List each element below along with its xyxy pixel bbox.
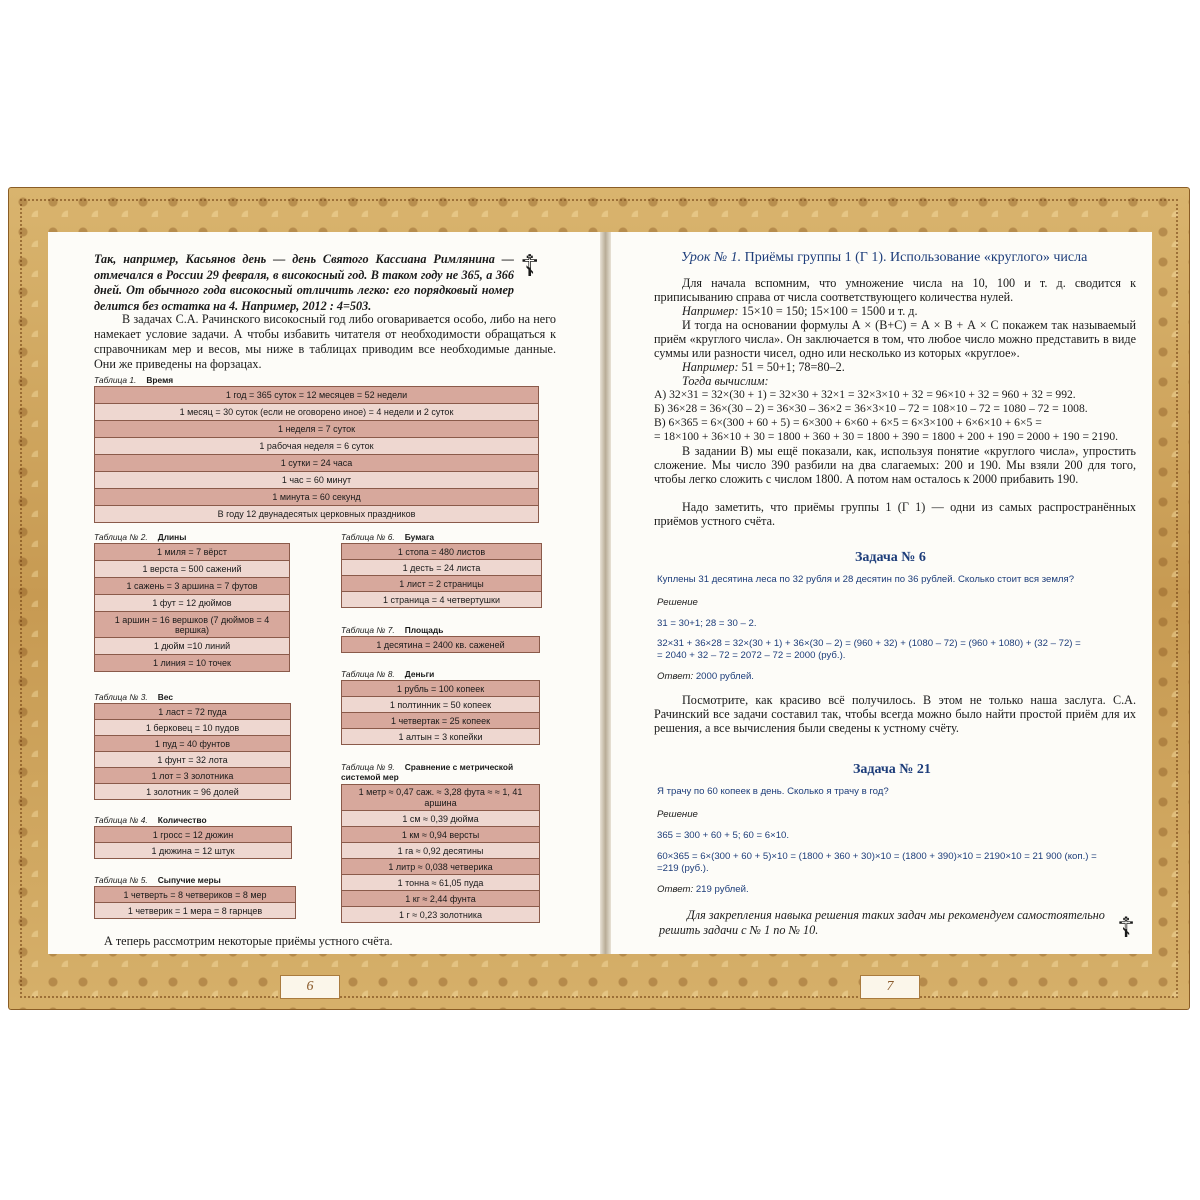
table-row: 1 км ≈ 0,94 версты	[342, 827, 540, 843]
closing-sentence: А теперь рассмотрим некоторые приёмы устного счёта.	[104, 934, 393, 948]
table-row: 1 см ≈ 0,39 дюйма	[342, 811, 540, 827]
solution-line: 365 = 300 + 60 + 5; 60 = 6×10.	[657, 830, 790, 841]
table-row: 1 рабочая неделя = 6 суток	[95, 438, 539, 455]
table-row: 1 сажень = 3 аршина = 7 футов	[95, 578, 290, 595]
table-row: 1 лист = 2 страницы	[342, 576, 542, 592]
intro-paragraph: Так, например, Касьянов день — день Святого Кассиана Римлянина — отмечался в России 29 февраля, в високосный год. В таком году не 365, а 366 дней. От обычного года високосный отличить легко: его порядковый номер делится без остатка на 4. Например, 2012 : 4=503.	[94, 252, 514, 313]
table-length	[94, 543, 290, 672]
right-page	[611, 232, 1152, 954]
orthodox-cross-icon: ☦	[1117, 913, 1136, 944]
table-row: 1 линия = 10 точек	[95, 655, 290, 672]
table-row: 1 га ≈ 0,92 десятины	[342, 843, 540, 859]
table-row: 1 миля = 7 вёрст	[95, 544, 290, 561]
table-row: 1 год = 365 суток = 12 месяцев = 52 недели	[95, 387, 539, 404]
solution-label: Решение	[657, 809, 698, 820]
table-quantity	[94, 826, 292, 859]
body-paragraph: Посмотрите, как красиво всё получилось. В этом не только наша заслуга. С.А. Рачинский все задачи составил так, чтобы всегда можно было найти простой приём для их решения, а все вычисления были сведены к устному счёту.	[654, 693, 1136, 736]
table-row: 1 фунт = 32 лота	[95, 752, 291, 768]
table-row: 1 десть = 24 листа	[342, 560, 542, 576]
table-row: 1 час = 60 минут	[95, 472, 539, 489]
table-caption: Таблица № 4. Количество	[94, 815, 207, 825]
table-row: 1 десятина = 2400 кв. саженей	[342, 637, 540, 653]
table-caption: Таблица № 9. Сравнение с метрической системой мер	[341, 762, 514, 782]
table-row: 1 месяц = 30 суток (если не оговорено иное) = 4 недели и 2 суток	[95, 404, 539, 421]
table-row: 1 литр ≈ 0,038 четверика	[342, 859, 540, 875]
table-caption: Таблица № 5. Сыпучие меры	[94, 875, 221, 885]
body-paragraph: В задачах С.А. Рачинского високосный год либо оговаривается особо, либо на него намекает условие задачи. А чтобы избавить читателя от необходимости обращаться к справочникам мер и весов, мы ниже в таблицах приводим все необходимые данные. Они же приведены на форзацах.	[94, 312, 556, 371]
table-row: 1 аршин = 16 вершков (7 дюймов = 4 вершка)	[95, 612, 290, 638]
table-weight	[94, 703, 291, 800]
solution-line: 60×365 = 6×(300 + 60 + 5)×10 = (1800 + 360 + 30)×10 = (1800 + 390)×10 = 2190×10 = 21 900 (коп.) =	[657, 851, 1097, 862]
left-page	[48, 232, 600, 954]
table-caption: Таблица № 6. Бумага	[341, 532, 435, 542]
calc-line: В) 6×365 = 6×(300 + 60 + 5) = 6×300 + 6×60 + 6×5 = 6×3×100 + 6×6×10 + 6×5 =	[654, 416, 1042, 429]
table-row: 1 сутки = 24 часа	[95, 455, 539, 472]
table-row: В году 12 двунадесятых церковных праздников	[95, 506, 539, 523]
calc-label: Тогда вычислим:	[682, 374, 769, 388]
body-paragraph: Надо заметить, что приёмы группы 1 (Г 1) — одни из самых распространённых приёмов устного счёта.	[654, 500, 1136, 529]
lesson-title: Урок № 1. Приёмы группы 1 (Г 1). Использование «круглого» числа	[681, 250, 1088, 265]
closing-paragraph: Для закрепления навыка решения таких задач мы рекомендуем самостоятельно решить задачи с № 1 по № 10.	[659, 908, 1105, 937]
solution-line: = 2040 + 32 – 72 = 2072 – 72 = 2000 (руб.).	[657, 650, 846, 661]
solution-label: Решение	[657, 597, 698, 608]
table-caption: Таблица № 7. Площадь	[341, 625, 444, 635]
book-spread	[8, 187, 1190, 1010]
example-line: Например: 15×10 = 150; 15×100 = 1500 и т. д.	[682, 304, 918, 318]
task-title: Задача № 6	[855, 550, 926, 565]
table-row: 1 неделя = 7 суток	[95, 421, 539, 438]
table-row: 1 г ≈ 0,23 золотника	[342, 907, 540, 923]
table-row: 1 кг ≈ 2,44 фунта	[342, 891, 540, 907]
table-paper	[341, 543, 542, 608]
table-row: 1 пуд = 40 фунтов	[95, 736, 291, 752]
solution-line: 31 = 30+1; 28 = 30 – 2.	[657, 618, 757, 629]
table-row: 1 рубль = 100 копеек	[342, 681, 540, 697]
calc-line: = 18×100 + 36×10 + 30 = 1800 + 360 + 30 = 1800 + 390 = 1800 + 200 + 190 = 2000 + 190 = 2190.	[654, 430, 1119, 443]
table-caption: Таблица № 2. Длины	[94, 532, 187, 542]
book-gutter	[600, 232, 611, 954]
calc-line: Б) 36×28 = 36×(30 – 2) = 36×30 – 36×2 = 36×3×10 – 72 = 108×10 – 72 = 1080 – 72 = 1008.	[654, 402, 1088, 415]
example-line: Например: 51 = 50+1; 78=80–2.	[682, 360, 845, 374]
table-row: 1 гросс = 12 дюжин	[95, 827, 292, 843]
table-money	[341, 680, 540, 745]
table-row: 1 ласт = 72 пуда	[95, 704, 291, 720]
table-caption: Таблица № 8. Деньги	[341, 669, 435, 679]
solution-line: 32×31 + 36×28 = 32×(30 + 1) + 36×(30 – 2) = (960 + 32) + (1080 – 72) = (960 + 1080) + (32 – 72) =	[657, 638, 1081, 649]
table-row: 1 метр ≈ 0,47 саж. ≈ 3,28 фута ≈ ≈ 1, 41 аршина	[342, 785, 540, 811]
table-area	[341, 636, 540, 653]
table-row: 1 алтын = 3 копейки	[342, 729, 540, 745]
table-row: 1 четвертак = 25 копеек	[342, 713, 540, 729]
orthodox-cross-icon: ☦	[520, 250, 540, 283]
solution-line: =219 (руб.).	[657, 863, 709, 874]
task-text: Куплены 31 десятина леса по 32 рубля и 28 десятин по 36 рублей. Сколько стоит вся земля?	[657, 574, 1075, 585]
table-row: 1 тонна ≈ 61,05 пуда	[342, 875, 540, 891]
table-row: 1 четверть = 8 четвериков = 8 мер	[95, 887, 296, 903]
table-row: 1 фут = 12 дюймов	[95, 595, 290, 612]
calc-line: А) 32×31 = 32×(30 + 1) = 32×30 + 32×1 = 32×3×10 + 32 = 96×10 + 32 = 960 + 32 = 992.	[654, 388, 1076, 401]
table-row: 1 минута = 60 секунд	[95, 489, 539, 506]
body-paragraph: В задании В) мы ещё показали, как, используя понятие «круглого числа», упростить сложение. Мы число 390 разбили на два слагаемых: 200 и 190. Мы взяли 200 для того, чтобы легко сложить с числом 1800. А потом нам осталось к 2000 прибавить 190.	[654, 444, 1136, 487]
page-number: 6	[280, 975, 340, 999]
table-row: 1 золотник = 96 долей	[95, 784, 291, 800]
table-caption: Таблица 1. Время	[94, 375, 174, 385]
table-caption: Таблица № 3. Вес	[94, 692, 174, 702]
body-paragraph: Для начала вспомним, что умножение числа на 10, 100 и т. д. сводится к приписыванию справа от числа соответствующего количества нулей.	[654, 276, 1136, 305]
answer-line: Ответ: 219 рублей.	[657, 884, 749, 895]
table-row: 1 четверик = 1 мера = 8 гарнцев	[95, 903, 296, 919]
task-title: Задача № 21	[853, 762, 931, 777]
table-row: 1 дюжина = 12 штук	[95, 843, 292, 859]
table-time	[94, 386, 539, 523]
table-row: 1 стопа = 480 листов	[342, 544, 542, 560]
page-number: 7	[860, 975, 920, 999]
answer-line: Ответ: 2000 рублей.	[657, 671, 754, 682]
body-paragraph: И тогда на основании формулы А × (В+С) = А × В + А × С покажем так называемый приём «круглого числа». Он заключается в том, что любое число можно представить в виде суммы или разности чисел, одно или несколько из которых «круглое».	[654, 318, 1136, 361]
table-metric	[341, 784, 540, 923]
table-row: 1 берковец = 10 пудов	[95, 720, 291, 736]
table-row: 1 верста = 500 сажений	[95, 561, 290, 578]
table-row: 1 страница = 4 четвертушки	[342, 592, 542, 608]
task-text: Я трачу по 60 копеек в день. Сколько я трачу в год?	[657, 786, 889, 797]
table-row: 1 дюйм =10 линий	[95, 638, 290, 655]
table-dry-measures	[94, 886, 296, 919]
table-row: 1 лот = 3 золотника	[95, 768, 291, 784]
table-row: 1 полтинник = 50 копеек	[342, 697, 540, 713]
